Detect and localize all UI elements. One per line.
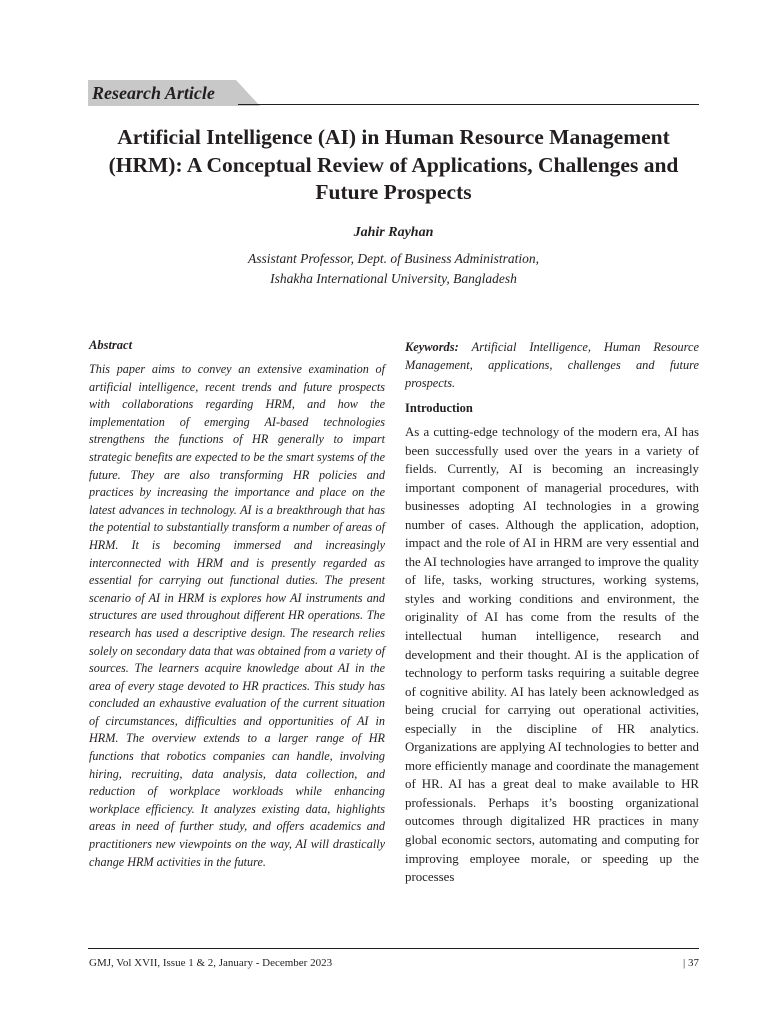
affiliation-line-2: Ishakha International University, Bangladesh xyxy=(270,270,517,286)
keywords-text: Artificial Intelligence, Human Resource Management, applications, challenges and future prospects. xyxy=(405,340,699,390)
introduction-heading: Introduction xyxy=(405,401,473,415)
page-number: | 37 xyxy=(683,957,699,969)
introduction-text: As a cutting-edge technology of the modern era, AI has been successfully used over the years in a variety of fields. Currently, AI is becoming an increasingly important component of managerial procedures, with businesses adopting AI technologies in a growing number of cases. Although the application, adoption, impact and the role of AI in HRM are very essential and the AI technologies have arranged to improve the quality of life, tasks, working structures, working systems, styles and working conditions and environment, the originality of AI has come from the results of the intellectual human intelligence, research and development and their thought. AI is the application of technology to perform tasks requiring a suitable degree of cognitive ability. AI has lately been acknowledged as being crucial for carrying out operational activities, especially in the discipline of HR analytics. Organizations are applying AI technologies to better and more efficiently manage and coordinate the management of HR. AI has a great deal to make available to HR professionals. Perhaps it’s boosting organizational outcomes through digitalized HR practices in many global economic sectors, automating and computing for improving employee morale, or speeding up the processes xyxy=(405,425,699,885)
header-rule xyxy=(238,104,699,105)
author-affiliation xyxy=(88,249,699,288)
article-type-banner xyxy=(88,80,699,106)
abstract-text: This paper aims to convey an extensive examination of artificial intelligence, recent trends and future prospects with collaborations regarding HRM, and how the implementation of emerging AI-based technologies strengthens the functions of HR generally to impart strategic benefits are expected to be the smart systems of the future. They are also transforming HR policies and practices by increasing the importance and place on the latest advances in technology. AI is a breakthrough that has the potential to substantially transform a number of areas of HRM. It is becoming immersed and increasingly interconnected with HRM and is presently regarded as essential for carrying out functional duties. The present scenario of AI in HRM is explores how AI instruments and structures are used throughout different HR operations. The research has used a descriptive design. The research relies solely on secondary data that was obtained from a variety of sources. The learners acquire knowledge about AI in the area of every stage devoted to HR practices. This study has concluded an exhaustive evaluation of the current situation of circumstances, difficulties and opportunities of AI in HRM. The overview extends to a larger range of HR functions that robotics companies can handle, involving hiring, recruiting, data analysis, data collection, and reduction of workplace workloads while enhancing workplace efficiency. It analyzes existing data, highlights areas in need of further study, and offers academics and practitioners new viewpoints on the way, AI will drastically change HRM activities in the future. xyxy=(89,362,385,869)
abstract-section xyxy=(89,338,385,871)
footer-rule xyxy=(88,948,699,949)
article-type-label: Research Article xyxy=(92,83,215,103)
article-title: Artificial Intelligence (AI) in Human Resource Management (HRM): A Conceptual Review of Applications, Challenges and Future Prospects xyxy=(108,125,679,204)
affiliation-line-1: Assistant Professor, Dept. of Business Administration, xyxy=(247,251,540,266)
abstract-heading: Abstract xyxy=(89,338,133,352)
journal-citation: GMJ, Vol XVII, Issue 1 & 2, January - December 2023 xyxy=(89,957,333,969)
author-name: Jahir Rayhan xyxy=(353,225,434,240)
right-column xyxy=(405,338,699,887)
keywords-label: Keywords: xyxy=(405,340,459,354)
keywords-paragraph xyxy=(405,338,699,392)
